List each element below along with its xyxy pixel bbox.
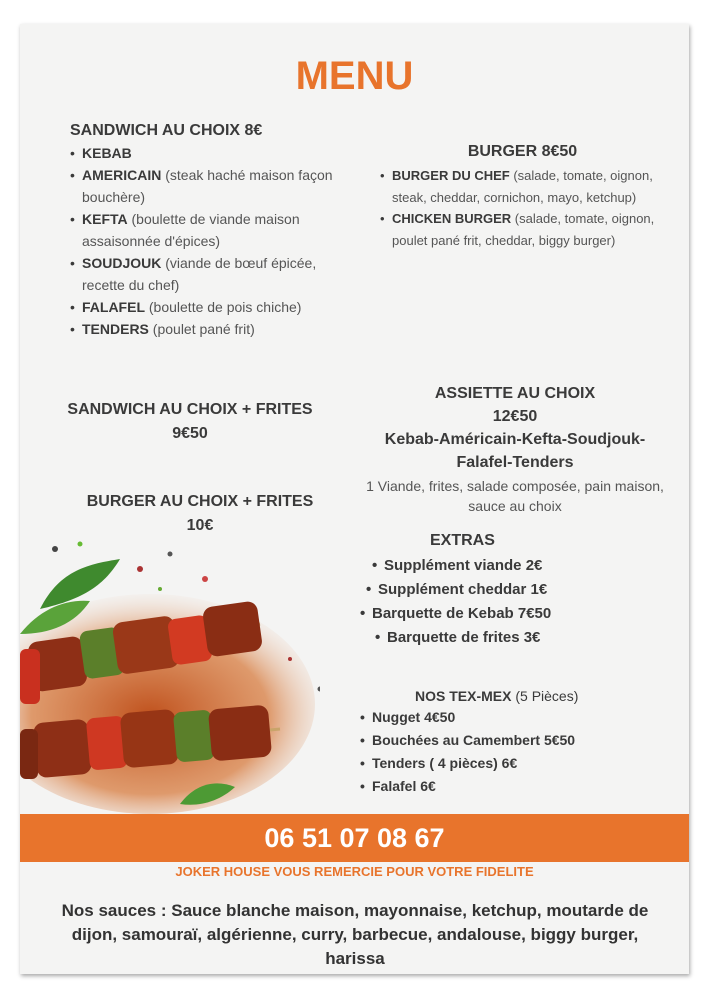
thanks-message: JOKER HOUSE VOUS REMERCIE POUR VOTRE FIDELITE	[175, 864, 534, 879]
menu-page	[20, 24, 689, 974]
extras-list	[360, 554, 680, 650]
sandwich-list	[70, 142, 340, 340]
list-item: • Tenders ( 4 pièces) 6€	[360, 752, 660, 775]
sandwich-frites-price: 9€50	[172, 425, 208, 442]
list-item: • Supplément viande 2€	[372, 554, 680, 578]
sauces-text: Nos sauces : Sauce blanche maison, mayonnaise, ketchup, moutarde de dijon, samouraï, algérienne, curry, barbecue, andalouse, biggy burger, harissa	[61, 901, 649, 968]
item-name: AMERICAIN	[82, 167, 162, 183]
burger-frites-price: 10€	[186, 517, 214, 534]
list-item	[380, 208, 665, 251]
texmex-title: NOS TEX-MEX	[415, 688, 512, 704]
list-item	[70, 318, 340, 340]
sandwich-frites-offer	[30, 398, 350, 446]
extras-heading: EXTRAS	[430, 532, 495, 549]
kebab-skewers-image	[20, 539, 320, 814]
assiette-choices: Kebab-Américain-Kefta-Soudjouk-	[384, 431, 646, 448]
assiette-price: 12€50	[492, 408, 538, 425]
texmex-section	[360, 688, 660, 798]
list-item: • Bouchées au Camembert 5€50	[360, 729, 660, 752]
item-desc: (boulette de pois chiche)	[145, 299, 302, 315]
assiette-section	[355, 382, 675, 516]
phone-number[interactable]: 06 51 07 08 67	[264, 823, 445, 853]
texmex-heading	[415, 688, 660, 704]
list-item	[380, 165, 665, 208]
list-item	[70, 164, 340, 208]
item-desc: (steak haché maison façon bouchère)	[82, 167, 333, 205]
item-desc: (salade, tomate, oignon, poulet pané frit, cheddar, biggy burger)	[392, 211, 655, 248]
sandwich-section	[70, 122, 370, 340]
assiette-choices-2: Falafel-Tenders	[456, 454, 574, 471]
burger-frites-offer	[40, 490, 360, 538]
sandwich-heading: SANDWICH AU CHOIX 8€	[70, 122, 263, 139]
item-name: KEBAB	[82, 145, 132, 161]
item-name: KEFTA	[82, 211, 128, 227]
item-name: SOUDJOUK	[82, 255, 162, 271]
list-item	[70, 252, 340, 296]
assiette-label: ASSIETTE AU CHOIX	[434, 385, 596, 402]
item-desc: (poulet pané frit)	[148, 321, 255, 337]
burger-section	[380, 143, 665, 251]
item-desc: (viande de bœuf épicée, recette du chef)	[82, 255, 317, 293]
texmex-subtitle: (5 Pièces)	[511, 688, 579, 704]
item-name: TENDERS	[82, 321, 149, 337]
list-item	[70, 208, 340, 252]
list-item	[70, 296, 340, 318]
item-name: BURGER DU CHEF	[392, 168, 510, 183]
phone-band	[20, 814, 689, 862]
burger-heading: BURGER 8€50	[467, 143, 578, 160]
item-name: FALAFEL	[82, 299, 145, 315]
item-desc: (boulette de viande maison assaisonnée d'épices)	[82, 211, 300, 249]
extras-section	[360, 532, 680, 650]
burger-list	[380, 165, 665, 251]
list-item: • Supplément cheddar 1€	[366, 578, 680, 602]
menu-title: MENU	[295, 54, 414, 98]
assiette-desc: 1 Viande, frites, salade composée, pain maison, sauce au choix	[366, 478, 664, 514]
texmex-list	[360, 706, 660, 798]
list-item: • Barquette de frites 3€	[375, 626, 680, 650]
list-item: • Nugget 4€50	[360, 706, 660, 729]
list-item: • Barquette de Kebab 7€50	[360, 602, 680, 626]
item-desc: (salade, tomate, oignon, steak, cheddar, cornichon, mayo, ketchup)	[392, 168, 653, 205]
sandwich-frites-label: SANDWICH AU CHOIX + FRITES	[67, 401, 313, 418]
burger-frites-label: BURGER AU CHOIX + FRITES	[86, 493, 314, 510]
item-name: CHICKEN BURGER	[392, 211, 512, 226]
list-item	[70, 142, 340, 164]
list-item: • Falafel 6€	[360, 775, 660, 798]
